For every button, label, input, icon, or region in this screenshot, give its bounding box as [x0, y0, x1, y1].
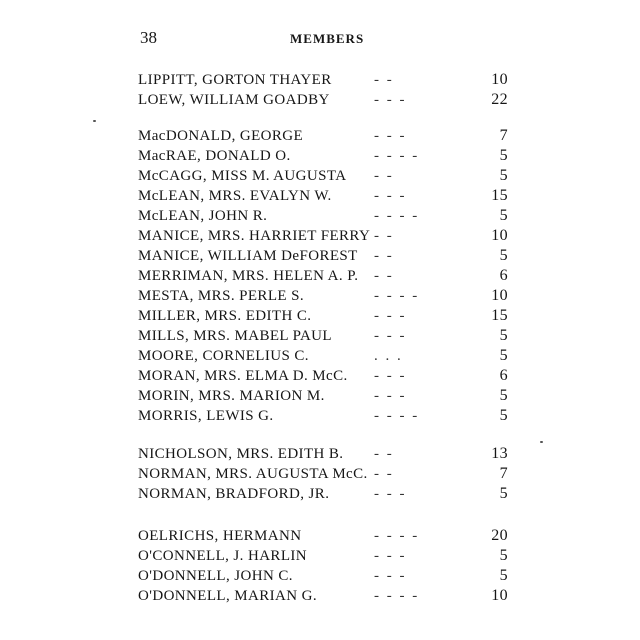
- member-name: NORMAN, MRS. AUGUSTA McC.: [138, 466, 368, 482]
- dot-leaders: - -: [374, 466, 394, 482]
- dot-leaders: - - -: [374, 328, 407, 344]
- member-name: McCAGG, MISS M. AUGUSTA: [138, 168, 347, 184]
- member-name: MESTA, MRS. PERLE S.: [138, 288, 304, 304]
- member-amount: 5: [499, 207, 508, 224]
- member-entry: [138, 126, 518, 146]
- member-amount: 13: [491, 445, 508, 462]
- member-entry: [138, 166, 518, 186]
- member-entry: [138, 90, 518, 110]
- member-amount: 6: [499, 367, 508, 384]
- page-number: 38: [140, 28, 157, 47]
- member-entry: [138, 206, 518, 226]
- member-amount: 22: [491, 91, 508, 108]
- member-entry: [138, 186, 518, 206]
- member-name: O'DONNELL, MARIAN G.: [138, 588, 318, 604]
- member-amount: 10: [491, 587, 508, 604]
- dot-leaders: - -: [374, 228, 394, 244]
- member-entry: [138, 346, 518, 366]
- dot-leaders: - - -: [374, 568, 407, 584]
- dot-leaders: - -: [374, 268, 394, 284]
- dot-leaders: - - - -: [374, 528, 420, 544]
- member-name: MacRAE, DONALD O.: [138, 148, 291, 164]
- member-name: McLEAN, MRS. EVALYN W.: [138, 188, 332, 204]
- member-amount: 15: [491, 187, 508, 204]
- dot-leaders: . . .: [374, 348, 403, 364]
- dot-leaders: - - -: [374, 368, 407, 384]
- member-amount: 5: [499, 167, 508, 184]
- member-list: [138, 70, 518, 624]
- member-entry: [138, 226, 518, 246]
- member-amount: 7: [499, 465, 508, 482]
- member-name: MacDONALD, GEORGE: [138, 128, 304, 144]
- member-entry: [138, 70, 518, 90]
- member-entry: [138, 386, 518, 406]
- member-entry: [138, 444, 518, 464]
- member-name: MILLS, MRS. MABEL PAUL: [138, 328, 332, 344]
- member-amount: 10: [491, 227, 508, 244]
- member-amount: 5: [499, 547, 508, 564]
- dot-leaders: - - -: [374, 548, 407, 564]
- member-name: LOEW, WILLIAM GOADBY: [138, 92, 330, 108]
- member-name: LIPPITT, GORTON THAYER: [138, 72, 332, 88]
- dot-leaders: - - - -: [374, 288, 420, 304]
- member-name: McLEAN, JOHN R.: [138, 208, 268, 224]
- member-amount: 10: [491, 287, 508, 304]
- member-entry: [138, 406, 518, 426]
- member-amount: 5: [499, 347, 508, 364]
- dot-leaders: - - - -: [374, 588, 420, 604]
- member-amount: 5: [499, 407, 508, 424]
- dot-leaders: - -: [374, 446, 394, 462]
- member-group: [138, 126, 518, 426]
- dot-leaders: - - -: [374, 188, 407, 204]
- member-amount: 15: [491, 307, 508, 324]
- dot-leaders: - -: [374, 72, 394, 88]
- member-name: MANICE, MRS. HARRIET FERRY: [138, 228, 371, 244]
- member-group: [138, 444, 518, 504]
- member-amount: 20: [491, 527, 508, 544]
- dot-leaders: - -: [374, 248, 394, 264]
- member-entry: [138, 464, 518, 484]
- dot-leaders: - - -: [374, 308, 407, 324]
- member-amount: 5: [499, 327, 508, 344]
- member-entry: [138, 306, 518, 326]
- print-speck: [540, 441, 543, 443]
- member-name: OELRICHS, HERMANN: [138, 528, 302, 544]
- member-name: MORRIS, LEWIS G.: [138, 408, 274, 424]
- member-name: O'CONNELL, J. HARLIN: [138, 548, 308, 564]
- member-name: MORIN, MRS. MARION M.: [138, 388, 325, 404]
- member-amount: 5: [499, 147, 508, 164]
- member-amount: 7: [499, 127, 508, 144]
- member-name: MORAN, MRS. ELMA D. McC.: [138, 368, 348, 384]
- member-name: MILLER, MRS. EDITH C.: [138, 308, 312, 324]
- member-name: NORMAN, BRADFORD, JR.: [138, 486, 330, 502]
- member-entry: [138, 326, 518, 346]
- member-entry: [138, 484, 518, 504]
- member-entry: [138, 526, 518, 546]
- member-entry: [138, 266, 518, 286]
- member-entry: [138, 146, 518, 166]
- dot-leaders: - - - -: [374, 148, 420, 164]
- dot-leaders: - - -: [374, 92, 407, 108]
- member-entry: [138, 546, 518, 566]
- member-entry: [138, 586, 518, 606]
- member-amount: 5: [499, 485, 508, 502]
- member-amount: 5: [499, 247, 508, 264]
- member-entry: [138, 366, 518, 386]
- running-head: MEMBERS: [290, 31, 365, 46]
- dot-leaders: - - - -: [374, 408, 420, 424]
- print-speck: [93, 120, 96, 122]
- dot-leaders: - - -: [374, 128, 407, 144]
- member-group: [138, 526, 518, 606]
- member-entry: [138, 246, 518, 266]
- dot-leaders: - - - -: [374, 208, 420, 224]
- member-name: MERRIMAN, MRS. HELEN A. P.: [138, 268, 359, 284]
- member-amount: 6: [499, 267, 508, 284]
- member-amount: 10: [491, 71, 508, 88]
- member-name: MANICE, WILLIAM DeFOREST: [138, 248, 358, 264]
- member-name: MOORE, CORNELIUS C.: [138, 348, 309, 364]
- member-amount: 5: [499, 387, 508, 404]
- dot-leaders: - - -: [374, 388, 407, 404]
- member-name: NICHOLSON, MRS. EDITH B.: [138, 446, 344, 462]
- member-name: O'DONNELL, JOHN C.: [138, 568, 293, 584]
- dot-leaders: - -: [374, 168, 394, 184]
- member-group: [138, 70, 518, 110]
- member-amount: 5: [499, 567, 508, 584]
- member-entry: [138, 566, 518, 586]
- member-entry: [138, 286, 518, 306]
- dot-leaders: - - -: [374, 486, 407, 502]
